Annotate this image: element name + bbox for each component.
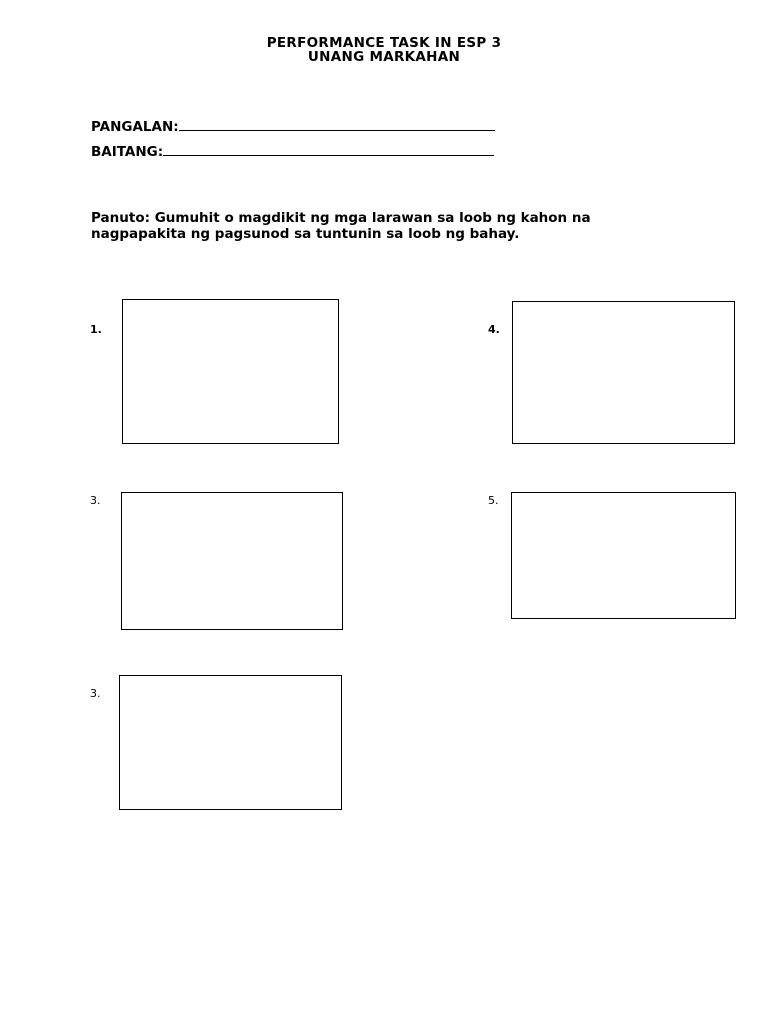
drawing-box-5	[511, 492, 736, 619]
grade-blank-line	[163, 143, 494, 156]
drawing-box-3a	[121, 492, 343, 630]
box-number-4: 4.	[488, 323, 500, 336]
worksheet-title: PERFORMANCE TASK IN ESP 3	[266, 35, 502, 51]
box-number-3a: 3.	[90, 494, 101, 507]
instructions-line-2: nagpapakita ng pagsunod sa tuntunin sa loob ng bahay.	[91, 226, 520, 242]
box-number-5: 5.	[488, 494, 499, 507]
instructions-line-1: Panuto: Gumuhit o magdikit ng mga larawan sa loob ng kahon na	[91, 210, 591, 226]
name-blank-line	[179, 118, 495, 131]
grade-label: BAITANG:	[91, 144, 164, 160]
drawing-box-1	[122, 299, 339, 444]
worksheet-subtitle: UNANG MARKAHAN	[307, 49, 461, 65]
box-number-3b: 3.	[90, 687, 101, 700]
name-label: PANGALAN:	[91, 119, 179, 135]
drawing-box-3b	[119, 675, 342, 810]
box-number-1: 1.	[90, 323, 102, 336]
instructions	[91, 210, 691, 242]
drawing-box-4	[512, 301, 735, 444]
name-field	[91, 118, 495, 135]
grade-field	[91, 143, 494, 160]
